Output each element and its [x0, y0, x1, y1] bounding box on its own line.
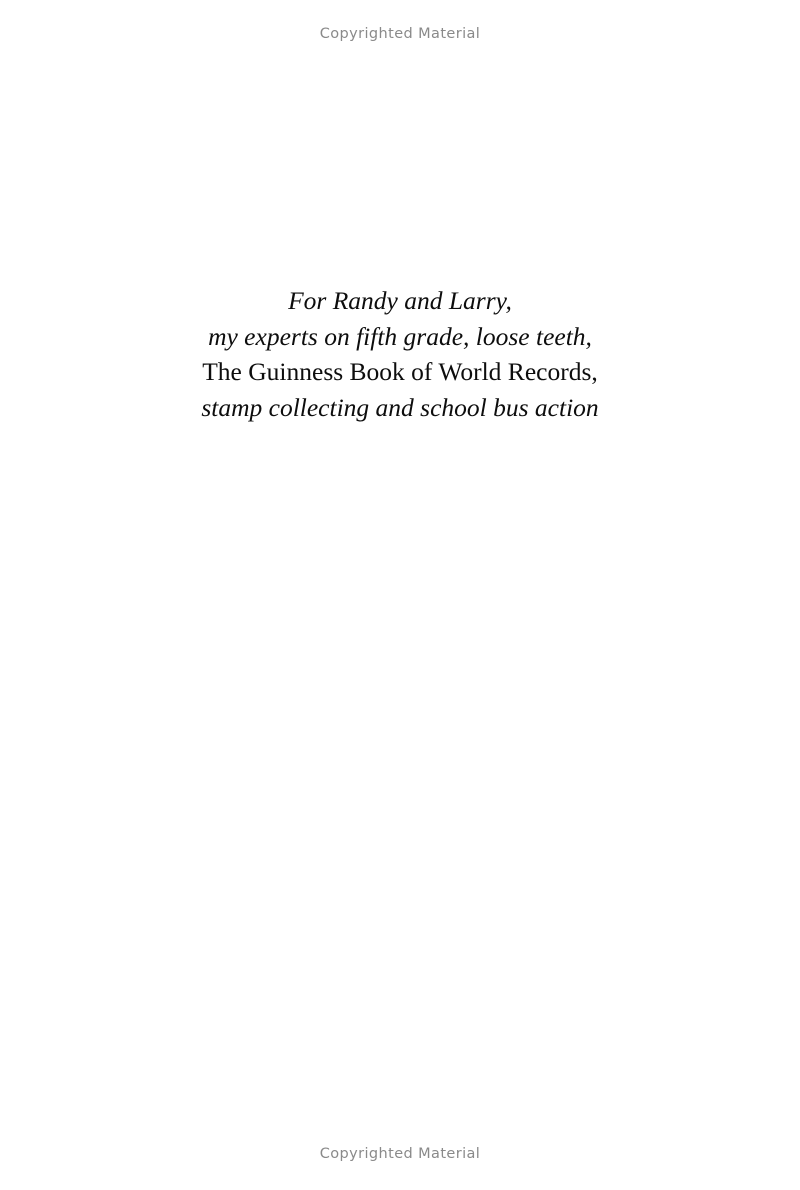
dedication-line: my experts on fifth grade, loose teeth,	[208, 321, 592, 351]
copyright-watermark-top: Copyrighted Material	[319, 26, 481, 42]
dedication-block	[0, 283, 800, 425]
copyright-watermark-bottom: Copyrighted Material	[319, 1146, 481, 1162]
dedication-line: The Guinness Book of World Records,	[202, 357, 598, 386]
dedication-line: stamp collecting and school bus action	[201, 392, 599, 422]
dedication-line: For Randy and Larry,	[288, 286, 512, 315]
